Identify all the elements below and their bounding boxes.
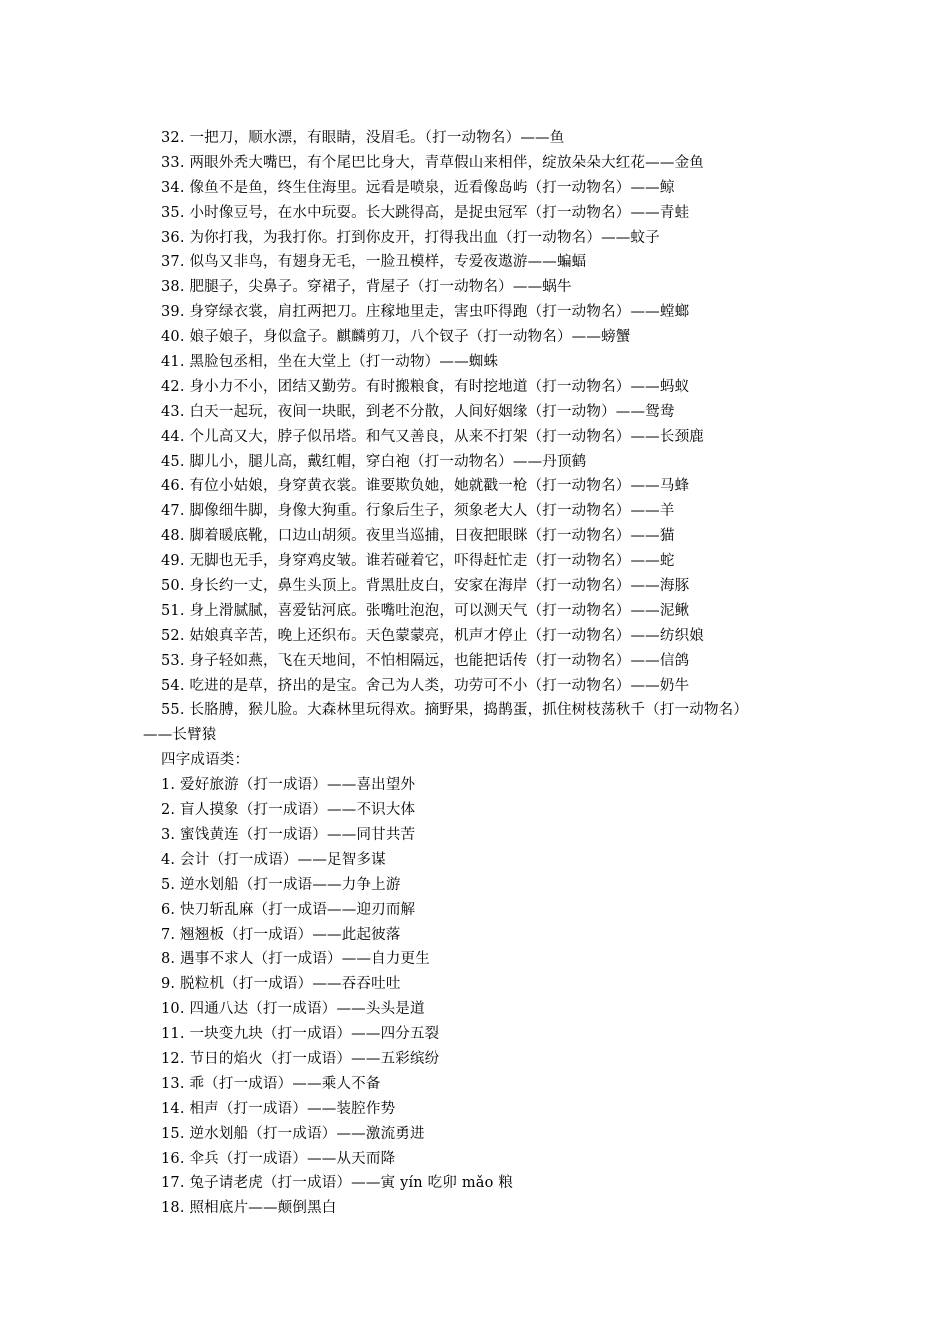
idiom-riddle-item-18: 18. 照相底片——颠倒黑白 bbox=[161, 1200, 337, 1217]
idiom-riddle-item-14: 14. 相声（打一成语）——装腔作势 bbox=[161, 1100, 396, 1117]
idiom-riddle-item-4: 4. 会计（打一成语）——足智多谋 bbox=[161, 851, 386, 868]
animal-riddle-item-18: 49. 无脚也无手，身穿鸡皮皱。谁若碰着它，吓得赶忙走（打一动物名）——蛇 bbox=[161, 553, 675, 570]
idiom-riddle-item-3: 3. 蜜饯黄连（打一成语）——同甘共苦 bbox=[161, 826, 416, 843]
animal-riddle-item-6: 37. 似鸟又非鸟，有翅身无毛，一脸丑模样，专爱夜遨游——蝙蝠 bbox=[161, 254, 587, 271]
riddle-item-55-continuation: ——长臂猿 bbox=[143, 727, 217, 744]
animal-riddle-item-8: 39. 身穿绿衣裳，肩扛两把刀。庄稼地里走，害虫吓得跑（打一动物名）——螳螂 bbox=[161, 304, 690, 321]
animal-riddle-item-16: 47. 脚像细牛脚，身像大狗重。行象后生子，须象老大人（打一动物名）——羊 bbox=[161, 503, 675, 520]
animal-riddle-item-9: 40. 娘子娘子，身似盒子。麒麟剪刀，八个钗子（打一动物名）——螃蟹 bbox=[161, 329, 631, 346]
idiom-riddle-item-6: 6. 快刀斩乱麻（打一成语——迎刃而解 bbox=[161, 901, 416, 918]
section-heading-idioms: 四字成语类： bbox=[161, 752, 250, 769]
idiom-riddle-item-11: 11. 一块变九块（打一成语）——四分五裂 bbox=[161, 1026, 440, 1043]
animal-riddle-item-7: 38. 肥腿子，尖鼻子。穿裙子，背屋子（打一动物名）——蜗牛 bbox=[161, 279, 572, 296]
animal-riddle-item-17: 48. 脚着暖底靴，口边山胡须。夜里当巡捕，日夜把眼眯（打一动物名）——猫 bbox=[161, 528, 675, 545]
idiom-riddle-item-15: 15. 逆水划船（打一成语）——激流勇进 bbox=[161, 1125, 425, 1142]
animal-riddle-item-23: 54. 吃进的是草，挤出的是宝。舍己为人类，功劳可不小（打一动物名）——奶牛 bbox=[161, 677, 690, 694]
animal-riddle-item-19: 50. 身长约一丈，鼻生头顶上。背黑肚皮白，安家在海岸（打一动物名）——海豚 bbox=[161, 578, 690, 595]
idiom-riddle-item-10: 10. 四通八达（打一成语）——头头是道 bbox=[161, 1001, 425, 1018]
idiom-riddle-item-2: 2. 盲人摸象（打一成语）——不识大体 bbox=[161, 802, 416, 819]
animal-riddle-list bbox=[143, 126, 823, 698]
idiom-riddle-item-12: 12. 节日的焰火（打一成语）——五彩缤纷 bbox=[161, 1050, 440, 1067]
animal-riddle-item-5: 36. 为你打我，为我打你。打到你皮开，打得我出血（打一动物名）——蚊子 bbox=[161, 229, 660, 246]
idiom-riddle-item-8: 8. 遇事不求人（打一成语）——自力更生 bbox=[161, 951, 430, 968]
idiom-riddle-item-17: 17. 兔子请老虎（打一成语）——寅 yín 吃卯 mǎo 粮 bbox=[161, 1175, 514, 1192]
animal-riddle-item-1: 32. 一把刀，顺水漂，有眼睛，没眉毛。（打一动物名）——鱼 bbox=[161, 130, 565, 146]
animal-riddle-item-22: 53. 身子轻如燕，飞在天地间，不怕相隔远，也能把话传（打一动物名）——信鸽 bbox=[161, 652, 690, 669]
animal-riddle-item-11: 42. 身小力不小，团结又勤劳。有时搬粮食，有时挖地道（打一动物名）——蚂蚁 bbox=[161, 378, 690, 395]
idiom-riddle-item-5: 5. 逆水划船（打一成语——力争上游 bbox=[161, 876, 401, 893]
idiom-riddle-item-7: 7. 翘翘板（打一成语）——此起彼落 bbox=[161, 926, 401, 943]
idiom-riddle-item-16: 16. 伞兵（打一成语）——从天而降 bbox=[161, 1150, 396, 1167]
animal-riddle-item-14: 45. 脚儿小，腿儿高，戴红帽，穿白袍（打一动物名）——丹顶鹤 bbox=[161, 453, 587, 470]
idiom-riddle-item-9: 9. 脱粒机（打一成语）——吞吞吐吐 bbox=[161, 976, 401, 993]
animal-riddle-item-2: 33. 两眼外秃大嘴巴，有个尾巴比身大，青草假山来相伴，绽放朵朵大红花——金鱼 bbox=[161, 154, 704, 171]
idiom-riddle-item-1: 1. 爱好旅游（打一成语）——喜出望外 bbox=[161, 777, 416, 794]
animal-riddle-item-3: 34. 像鱼不是鱼，终生住海里。远看是喷泉，近看像岛屿（打一动物名）——鲸 bbox=[161, 179, 675, 196]
idiom-riddle-list bbox=[143, 773, 823, 1221]
animal-riddle-item-15: 46. 有位小姑娘，身穿黄衣裳。谁要欺负她，她就戳一枪（打一动物名）——马蜂 bbox=[161, 478, 690, 495]
animal-riddle-item-4: 35. 小时像豆号，在水中玩耍。长大跳得高，是捉虫冠军（打一动物名）——青蛙 bbox=[161, 204, 690, 221]
animal-riddle-item-21: 52. 姑娘真辛苦，晚上还织布。天色蒙蒙亮，机声才停止（打一动物名）——纺织娘 bbox=[161, 627, 704, 644]
riddle-item-55: 55. 长胳膊，猴儿脸。大森林里玩得欢。摘野果，捣鹊蛋，抓住树枝荡秋千（打一动物名） bbox=[161, 702, 749, 719]
animal-riddle-item-13: 44. 个儿高又大，脖子似吊塔。和气又善良，从来不打架（打一动物名）——长颈鹿 bbox=[161, 428, 704, 445]
idiom-riddle-item-13: 13. 乖（打一成语）——乘人不备 bbox=[161, 1075, 381, 1092]
animal-riddle-item-10: 41. 黑脸包丞相，坐在大堂上（打一动物）——蜘蛛 bbox=[161, 354, 499, 371]
animal-riddle-item-12: 43. 白天一起玩，夜间一块眠，到老不分散，人间好姻缘（打一动物）——鸳鸯 bbox=[161, 403, 675, 420]
animal-riddle-item-20: 51. 身上滑腻腻，喜爱钻河底。张嘴吐泡泡，可以测天气（打一动物名）——泥鳅 bbox=[161, 602, 690, 619]
document-body bbox=[143, 126, 823, 1221]
